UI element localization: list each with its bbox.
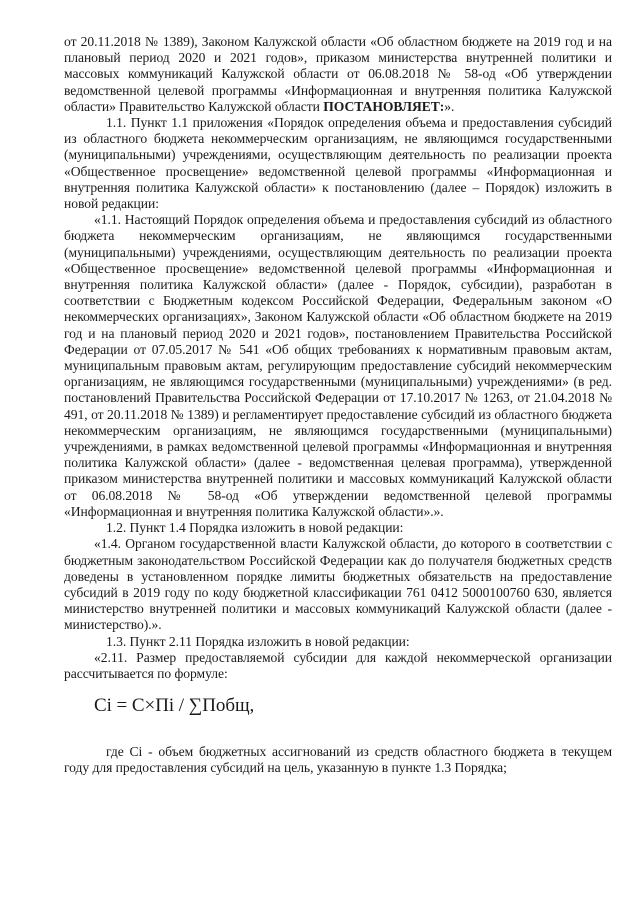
formula-definition-ci: где Ci - объем бюджетных ассигнований из средств областного бюджета в текущем году для предоставления субсидий на цель, указанную в пункте 1.3 Порядка; bbox=[64, 744, 612, 776]
intro-paragraph bbox=[64, 34, 612, 115]
clause-1-2: 1.2. Пункт 1.4 Порядка изложить в новой редакции: bbox=[106, 520, 404, 536]
intro-text: от 20.11.2018 № 1389), Законом Калужской области «Об областном бюджете на 2019 год и на плановый период 2020 и 2021 годов», приказом министерства внутренней политики и массовых коммуникаций Калужской области от 06.08.2018 № 58-од «Об утверждении ведомственной целевой программы «Информационная и внутренняя политика Калужской области» Правительство Калужской области bbox=[64, 34, 612, 114]
decree-tail: ». bbox=[444, 98, 455, 114]
quote-1-1: «1.1. Настоящий Порядок определения объема и предоставления субсидий из областного бюджета некоммерческим организациям, не являющимся государственными (муниципальными) учреждениями, осуществляющим деятельность по реализации проекта «Общественное просвещение» ведомственной целевой программы «Информационная и внутренняя политика Калужской области» (далее - Порядок, субсидии), разработан в соответствии с Бюджетным кодексом Российской Федерации, Федеральным законом «О некоммерческих организациях», Законом Калужской области «Об областном бюджете на 2019 год и на плановый период 2020 и 2021 годов», постановлением Правительства Российской Федерации от 07.05.2017 № 541 «Об общих требованиях к нормативным правовым актам, муниципальным правовым актам, регулирующим предоставление субсидий некоммерческим организациям, не являющимся государственными (муниципальными) учреждениями» (в ред. постановлений Правительства Российской Федерации от 17.10.2017 № 1263, от 21.04.2018 № 491, от 20.11.2018 № 1389) и регламентирует предоставление субсидий из областного бюджета некоммерческим организациям, не являющимся государственными (муниципальными) учреждениями, в рамках ведомственной целевой программы «Информационная и внутренняя политика Калужской области» (далее - ведомственная целевая программа), утвержденной приказом министерства внутренней политики и массовых коммуникаций Калужской области от 06.08.2018 № 58-од «Об утверждении ведомственной целевой программы «Информационная и внутренняя политика Калужской области».». bbox=[64, 212, 612, 519]
decree-word: ПОСТАНОВЛЯЕТ: bbox=[323, 98, 445, 114]
clause-1-3: 1.3. Пункт 2.11 Порядка изложить в новой редакции: bbox=[106, 633, 410, 649]
document-page bbox=[64, 34, 612, 777]
quote-2-11: «2.11. Размер предоставляемой субсидии для каждой некоммерческой организации рассчитывается по формуле: bbox=[64, 649, 612, 681]
clause-1-1: 1.1. Пункт 1.1 приложения «Порядок определения объема и предоставления субсидий из областного бюджета некоммерческим организациям, не являющимся государственными (муниципальными) учреждениями, осуществляющим деятельность по реализации проекта «Общественное просвещение» ведомственной целевой программы «Информационная и внутренняя политика Калужской области» к постановлению (далее – Порядок) изложить в новой редакции: bbox=[64, 115, 612, 212]
subsidy-formula: Ci = C×Пi / ∑Побщ, bbox=[94, 695, 255, 717]
quote-1-4: «1.4. Органом государственной власти Калужской области, до которого в соответствии с бюджетным законодательством Российской Федерации как до получателя бюджетных средств доведены в установленном порядке лимиты бюджетных обязательств на предоставление субсидий в 2019 году по коду бюджетной классификации 761 0412 5000100760 630, является министерство внутренней политики и массовых коммуникаций Калужской области (далее - министерство).». bbox=[64, 536, 612, 633]
formula-spacer bbox=[64, 718, 612, 744]
